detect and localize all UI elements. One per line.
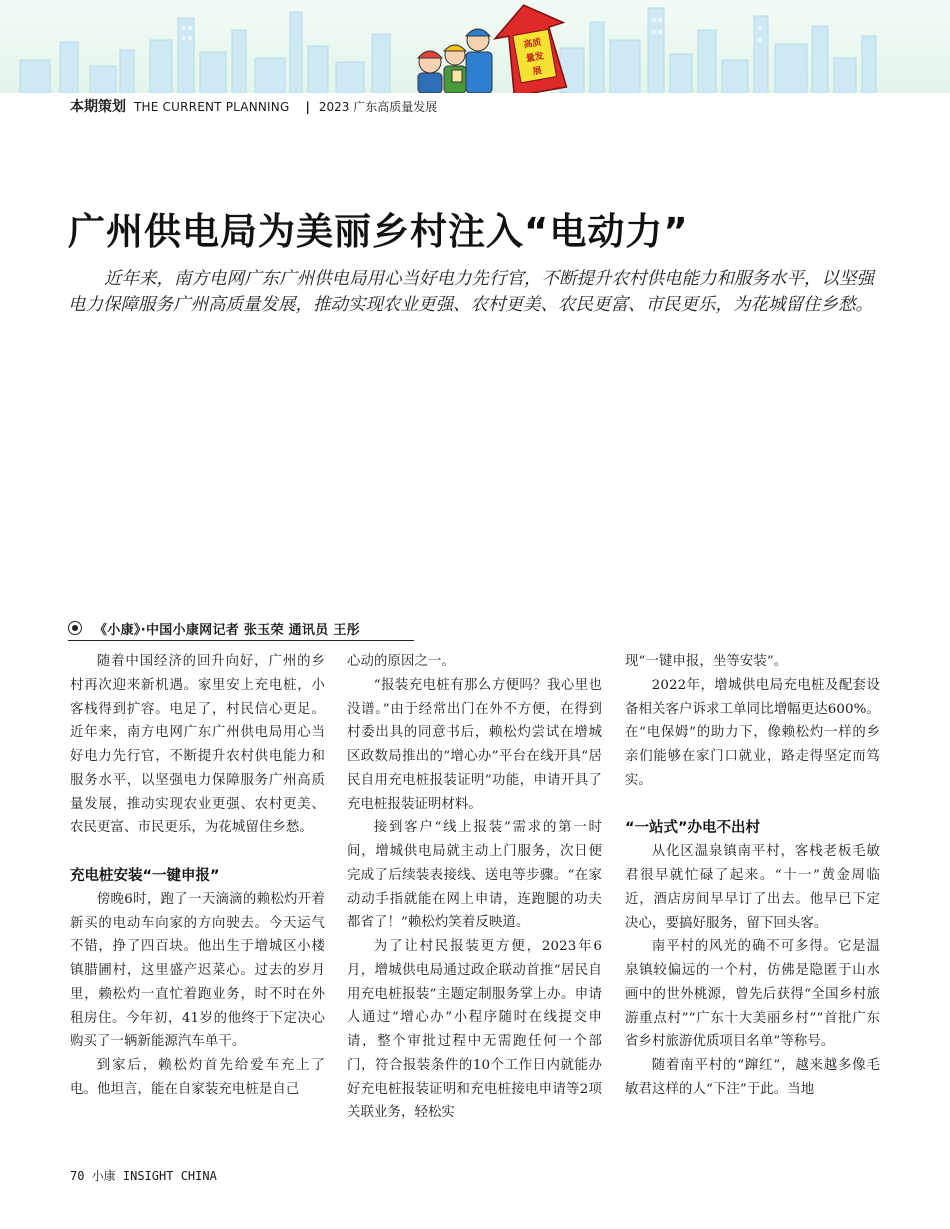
header-divider: | (305, 100, 310, 114)
section-topic: 2023 广东高质量发展 (318, 100, 438, 114)
paragraph: 随着南平村的“蹿红”，越来越多像毛敏君这样的人“下注”于此。当地 (625, 1058, 880, 1097)
paragraph: 心动的原因之一。 (347, 654, 455, 669)
article-lead: 近年来，南方电网广东广州供电局用心当好电力先行官，不断提升农村供电能力和服务水平，以坚强电力保障服务广州高质量发展，推动实现农业更强、农村更美、农民更富、市民更乐，为花城留住乡愁。 (68, 269, 874, 315)
paragraph: 从化区温泉镇南平村，客栈老板毛敏君很早就忙碌了起来。“十一”黄金周临近，酒店房间早早订了出去。他早已下定决心，要搞好服务，留下回头客。 (625, 844, 880, 931)
page-footer: 70 小康 INSIGHT CHINA (70, 1169, 217, 1183)
byline (68, 616, 414, 641)
target-bullet-icon (68, 621, 82, 635)
column-1 (70, 650, 325, 1102)
paragraph: 南平村的风光的确不可多得。它是温泉镇较偏远的一个村，仿佛是隐匿于山水画中的世外桃源，曾先后获得“全国乡村旅游重点村”“广东十大美丽乡村”“首批广东省乡村旅游优质项目名单”等称号。 (625, 939, 880, 1050)
arrow-badge-line3: 展 (532, 66, 543, 78)
paragraph: 傍晚6时，跑了一天滴滴的赖松灼开着新买的电动车向家的方向驶去。今天运气不错，挣了四百块。他出生于增城区小楼镇腊圃村，这里盛产迟菜心。过去的岁月里，赖松灼一直忙着跑业务，时不时在外租房住。今年初，41岁的他终于下定决心购买了一辆新能源汽车单干。 (70, 891, 325, 1050)
paragraph: 为了让村民报装更方便，2023年6月，增城供电局通过政企联动首推“居民自用充电桩报装”主题定制服务掌上办。申请人通过“增心办”小程序随时在线提交申请，整个审批过程中无需跑任何一个部门，符合报装条件的10个工作日内就能办好充电桩报装证明和充电桩接电申请等2项关联业务，轻松实 (347, 939, 602, 1121)
paragraph: 到家后，赖松灼首先给爱车充上了电。他坦言，能在自家装充电桩是自己 (70, 1058, 325, 1097)
paragraph: “报装充电桩有那么方便吗？我心里也没谱。”由于经常出门在外不方便，在得到村委出具的同意书后，赖松灼尝试在增城区政数局推出的“增心办”平台在线开具“居民自用充电桩报装证明”功能，申请开具了充电桩报装证明材料。 (347, 677, 602, 812)
top-banner (0, 0, 950, 93)
arrow-badge-line1: 高质 (522, 37, 543, 51)
workers-illustration (418, 29, 492, 93)
running-header (70, 96, 437, 114)
arrow-badge-line2: 量发 (525, 51, 545, 65)
subheading: 充电桩安装“一键申报” (70, 867, 220, 884)
column-3 (625, 650, 880, 1102)
paragraph: 接到客户“线上报装”需求的第一时间，增城供电局就主动上门服务，次日便完成了后续装表接线、送电等步骤。“在家动动手指就能在网上申请，连跑腿的功夫都省了！”赖松灼笑着反映道。 (347, 820, 602, 931)
column-2 (347, 650, 602, 1125)
paragraph: 现“一键申报，坐等安装”。 (625, 654, 788, 669)
byline-text: 《小康》·中国小康网记者 张玉荣 通讯员 王彤 (94, 622, 360, 638)
skyline-illustration (0, 0, 950, 93)
paragraph: 随着中国经济的回升向好，广州的乡村再次迎来新机遇。家里安上充电桩，小客栈得到扩容。电足了，村民信心更足。近年来，南方电网广东广州供电局用心当好电力先行官，不断提升农村供电能力和服务水平，以坚强电力保障服务广州高质量发展，推动实现农业更强、农村更美、农民更富、市民更乐，为花城留住乡愁。 (70, 654, 325, 836)
growth-arrow (490, 0, 574, 93)
subheading: “一站式”办电不出村 (625, 820, 761, 837)
paragraph: 2022年，增城供电局充电桩及配套设备相关客户诉求工单同比增幅更达600%。在“电保姆”的助力下，像赖松灼一样的乡亲们能够在家门口就业，路走得坚定而笃实。 (625, 677, 880, 788)
section-name: 本期策划 (70, 99, 126, 115)
article-title: 广州供电局为美丽乡村注入“电动力” (68, 210, 689, 253)
section-name-en: THE CURRENT PLANNING (134, 100, 290, 114)
